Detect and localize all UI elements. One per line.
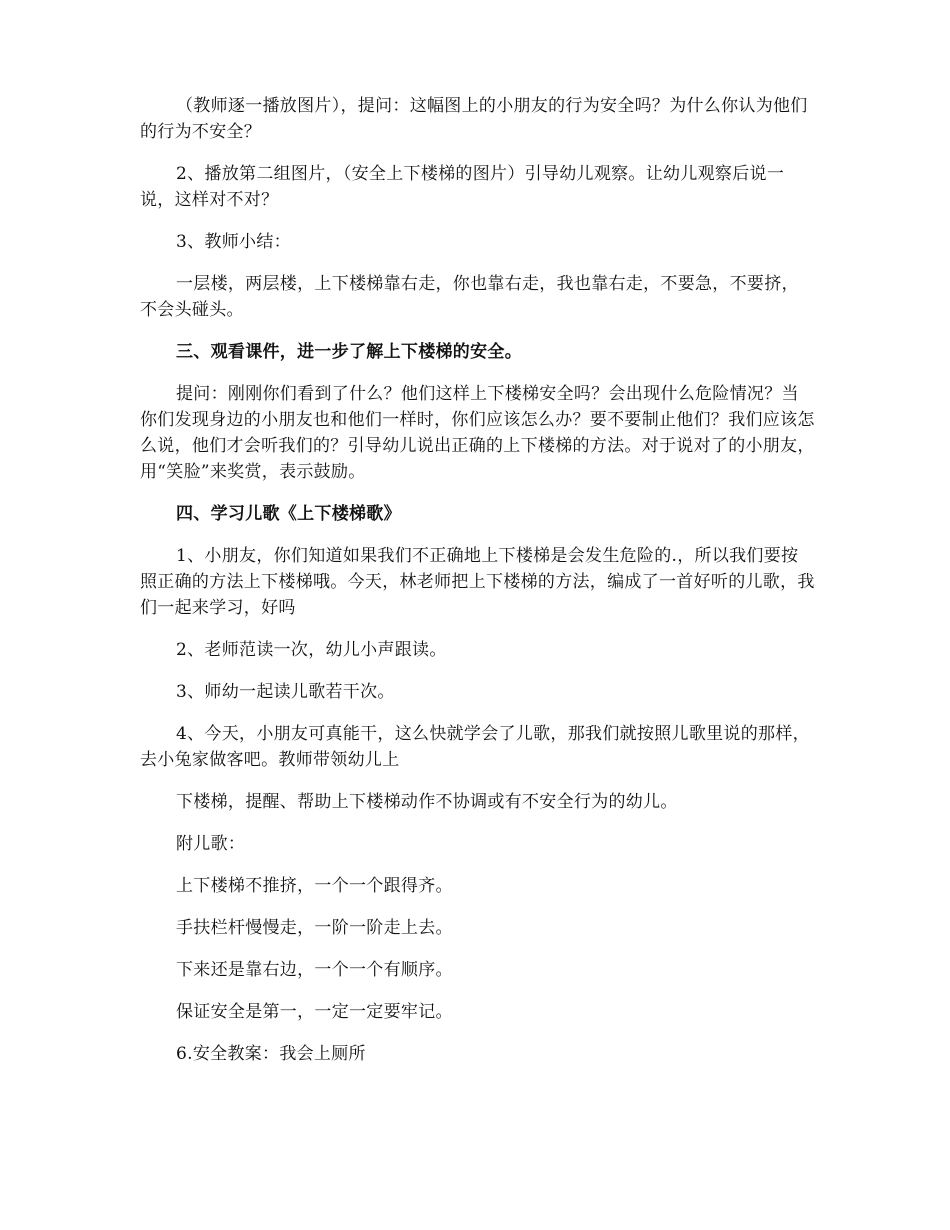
paragraph-step-three: 3、师幼一起读儿歌若干次。 [176, 682, 395, 702]
poem-line-1: 上下楼梯不推挤，一个一个跟得齐。 [176, 876, 453, 896]
paragraph-step-four: 4、今天，小朋友可真能干，这么快就学会了儿歌，那我们就按照儿歌里说的那样，去小兔家做客吧。教师带领幼儿上 [140, 724, 810, 770]
poem-line-2: 手扶栏杆慢慢走，一阶一阶走上去。 [176, 918, 453, 938]
paragraph-step-four-continued: 下楼梯，提醒、帮助上下楼梯动作不协调或有不安全行为的幼儿。 [176, 792, 678, 812]
paragraph-teacher-summary-heading: 3、教师小结： [176, 232, 291, 252]
paragraph-second-pictures: 2、播放第二组图片，（安全上下楼梯的图片）引导幼儿观察。让幼儿观察后说一说，这样对不对？ [140, 164, 785, 210]
section-heading-three: 三、观看课件，进一步了解上下楼梯的安全。 [176, 342, 522, 362]
next-lesson-title: 6.安全教案：我会上厕所 [176, 1044, 366, 1064]
poem-line-4: 保证安全是第一，一定一定要牢记。 [176, 1002, 453, 1022]
paragraph-teacher-summary: 一层楼，两层楼，上下楼梯靠右走，你也靠右走，我也靠右走，不要急，不要挤，不会头碰头。 [140, 274, 799, 320]
paragraph-step-two: 2、老师范读一次，幼儿小声跟读。 [176, 640, 447, 660]
document-page [140, 93, 815, 1067]
paragraph-step-one: 1、小朋友，你们知道如果我们不正确地上下楼梯是会发生危险的.，所以我们要按照正确的方法上下楼梯哦。今天，林老师把上下楼梯的方法，编成了一首好听的儿歌，我们一起来学习，好吗 [140, 546, 815, 618]
poem-line-3: 下来还是靠右边，一个一个有顺序。 [176, 960, 453, 980]
section-heading-four: 四、学习儿歌《上下楼梯歌》 [176, 504, 401, 524]
paragraph-appendix-label: 附儿歌： [176, 834, 246, 854]
paragraph-questions-courseware: 提问：刚刚你们看到了什么？他们这样上下楼梯安全吗？会出现什么危险情况？当你们发现身边的小朋友也和他们一样时，你们应该怎么办？要不要制止他们？我们应该怎么说，他们才会听我们的？引导幼儿说出正确的上下楼梯的方法。对于说对了的小朋友，用“笑脸”来奖赏，表示鼓励。 [140, 384, 815, 482]
paragraph-teacher-questions: （教师逐一播放图片），提问：这幅图上的小朋友的行为安全吗？为什么你认为他们的行为不安全？ [140, 96, 808, 142]
